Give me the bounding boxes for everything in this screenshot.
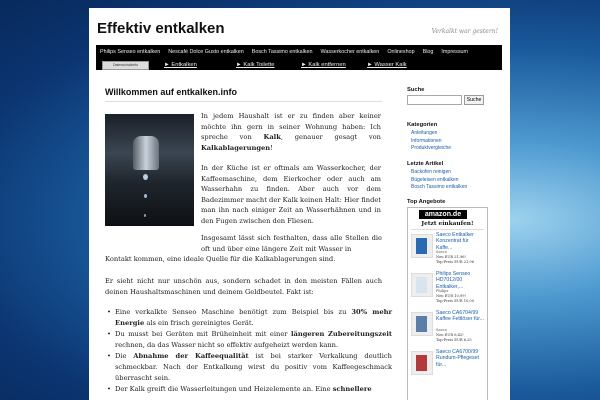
categories-heading: Kategorien [407,122,438,128]
primary-menu [96,45,472,59]
text-span: Die [115,352,134,361]
product-top-price: Top-Preis EUR 10,00 [436,299,474,303]
product-box [416,238,427,254]
list-item [115,351,392,383]
nav-link-label: Entkalken [171,62,197,68]
search-heading: Suche [407,87,425,93]
product-box [416,355,427,371]
nav-link-kalk-entfernen[interactable]: ► Kalk entfernen [301,62,346,68]
sidebar [407,87,502,368]
bold-kalk: Kalk [263,133,281,142]
nav-item-onlineshop[interactable]: Onlineshop [387,49,415,55]
main-navigation [96,45,502,70]
product-price: Neu EUR 6,42! [436,333,464,337]
product-brand: Philips [436,289,449,293]
text-span: , genauer gesagt von [280,133,381,142]
text-span: ist bei starker Verkalkung deutlich schmeckbar. Nach der Entkalkung wirst du positiv vom Kaffeegeschmack überrascht sein. [115,352,392,382]
nav-item-impressum[interactable]: Impressum [441,49,469,55]
recent-link-tassimo[interactable]: Bosch Tassimo entkalken [411,184,468,190]
category-link-produktvergleiche[interactable]: Produktvergleiche [411,145,452,151]
nav-link-wasser-kalk[interactable]: ► Wasser Kalk [367,62,407,68]
list-item [115,329,392,350]
faucet-image [105,114,194,226]
faucet-spout [133,136,159,170]
text-span: rechnen, da das Wasser nicht so effektiv aufgeheizt werden kann. [115,340,339,349]
water-drop [144,194,147,198]
categories-widget [407,122,502,153]
amazon-widget [407,207,488,400]
product-name[interactable]: Saeco CA6704/99 Kaffee Fettlöser für... [436,310,485,323]
recent-link-buegeleisen[interactable]: Bügeleisen entkalken [411,176,459,183]
product-name[interactable]: Saeco Entkalker Konzentrat für Kaffe... [436,232,474,251]
nav-link-entkalken[interactable]: ► Entkalken [164,62,197,68]
bold-kalkablagerungen: Kalkablagerungen [201,143,271,152]
product-image[interactable] [411,273,433,297]
nav-link-label: Kalk entfernen [308,62,346,68]
product-item[interactable] [411,349,485,386]
facts-intro-paragraph: Er sieht nicht nur unschön aus, sondern schadet in den meisten Fällen auch deinen Haushaltsmaschinen und deinem Geldbeutel. Fakt ist: [105,277,382,296]
recent-heading: Letzte Artikel [407,161,444,167]
bold-text: Abnahme der Kaffeequalität [133,352,249,361]
nav-item-senseo[interactable]: Philips Senseo entkalken [100,49,161,55]
privacy-badge[interactable]: Datenschutzinfo [102,61,149,70]
kitchen-paragraph: In der Küche ist er oftmals am Wasserkocher, der Kaffeemaschine, dem Eierkocher oder auch am Wasserhahn zu finden. Aber auch vor dem Badezimmer macht der Kalk keinen Halt: Hier findet man ihn nach einiger Zeit an Wasserhähnen und in den Fugen zwischen den Fliesen. [201,164,381,225]
intro-paragraph [201,111,381,153]
summary-paragraph [105,233,382,265]
category-link-anleitungen[interactable]: Anleitungen [411,130,438,136]
water-drop [144,214,146,217]
nav-item-wasserkocher[interactable]: Wasserkocher entkalken [320,49,380,55]
nav-item-blog[interactable]: Blog [422,49,434,55]
list-item [115,384,392,395]
site-tagline: Verkalkt war gestern! [431,28,498,35]
product-brand: Saeco [436,328,447,332]
product-top-price: Top-Preis EUR 6,25 [436,338,472,342]
product-brand: Saeco [436,250,447,254]
offers-widget [407,199,502,205]
product-item[interactable] [411,271,485,308]
main-content [105,87,392,394]
summary-first: Insgesamt lässt sich festhalten, dass alle Stellen die oft und über eine längere Zeit mit Wasser in [201,234,382,253]
product-item[interactable] [411,310,485,347]
text-span: Eine verkalkte Senseo Maschine benötigt zum Beispiel bis zu [115,308,352,316]
nav-link-label: Wasser Kalk [374,62,407,68]
site-title[interactable]: Effektiv entkalken [97,20,225,37]
product-item[interactable] [411,232,485,269]
product-box [416,277,427,293]
water-drop [143,174,148,180]
list-item [115,307,392,328]
recent-link-backofen[interactable]: Backofen reinigen [411,169,452,175]
recent-posts-widget [407,161,502,192]
product-name[interactable]: Saeco CA6700/99 Rundum-Pflegeset für... [436,349,479,368]
article-title: Willkommen auf entkalken.info [105,87,237,97]
summary-rest: Kontakt kommen, eine ideale Quelle für die Kalkablagerungen sind. [105,255,336,264]
offers-heading: Top Angebote [407,199,446,205]
text-span: Du musst bei Geräten mit Brüheinheit mit einer [115,330,292,339]
nav-link-label: Kalk Toilette [243,62,275,68]
amazon-logo[interactable]: amazon.de [419,210,467,219]
product-image[interactable] [411,312,433,336]
text-span: In jedem Haushalt ist er zu finden aber keiner möchte ihn gern in seiner Wohnung haben: Ich spreche von [201,112,381,142]
search-button[interactable]: Suche [464,95,484,105]
amazon-cta[interactable]: Jetzt einkaufen! [421,221,474,227]
product-box [416,316,427,332]
page-container [89,8,510,400]
product-image[interactable] [411,351,433,375]
bold-text: längeren Zubereitungszeit [291,330,392,339]
product-price: Neu EUR 10,99! [436,294,466,298]
facts-list [105,307,392,396]
nav-item-dolce-gusto[interactable]: Nescafé Dolce Gusto entkalken [168,49,244,55]
search-input[interactable] [407,95,462,105]
product-top-price: Top-Preis EUR 21,96 [436,260,474,264]
category-link-informationen[interactable]: Informationen [411,137,442,144]
product-price: Neu EUR 21,96! [436,255,466,259]
nav-item-tassimo[interactable]: Bosch Tassimo entkalken [251,49,313,55]
nav-link-kalk-toilette[interactable]: ► Kalk Toilette [236,62,275,68]
product-name[interactable]: Philips Senseo HD7012/00 Entkalker,... [436,271,471,290]
title-divider [105,101,382,102]
bold-text: schnellere [332,385,372,394]
bold-text: 30% mehr Energie [115,308,392,327]
divider [411,229,484,230]
secondary-menu [96,60,502,70]
product-image[interactable] [411,234,433,258]
text-span: Der Kalk greift die Wasserleitungen und Heizelemente an. Eine [115,385,333,394]
text-span: ! [270,143,273,152]
text-span: als ein frisch gereinigtes Gerät. [144,318,254,327]
